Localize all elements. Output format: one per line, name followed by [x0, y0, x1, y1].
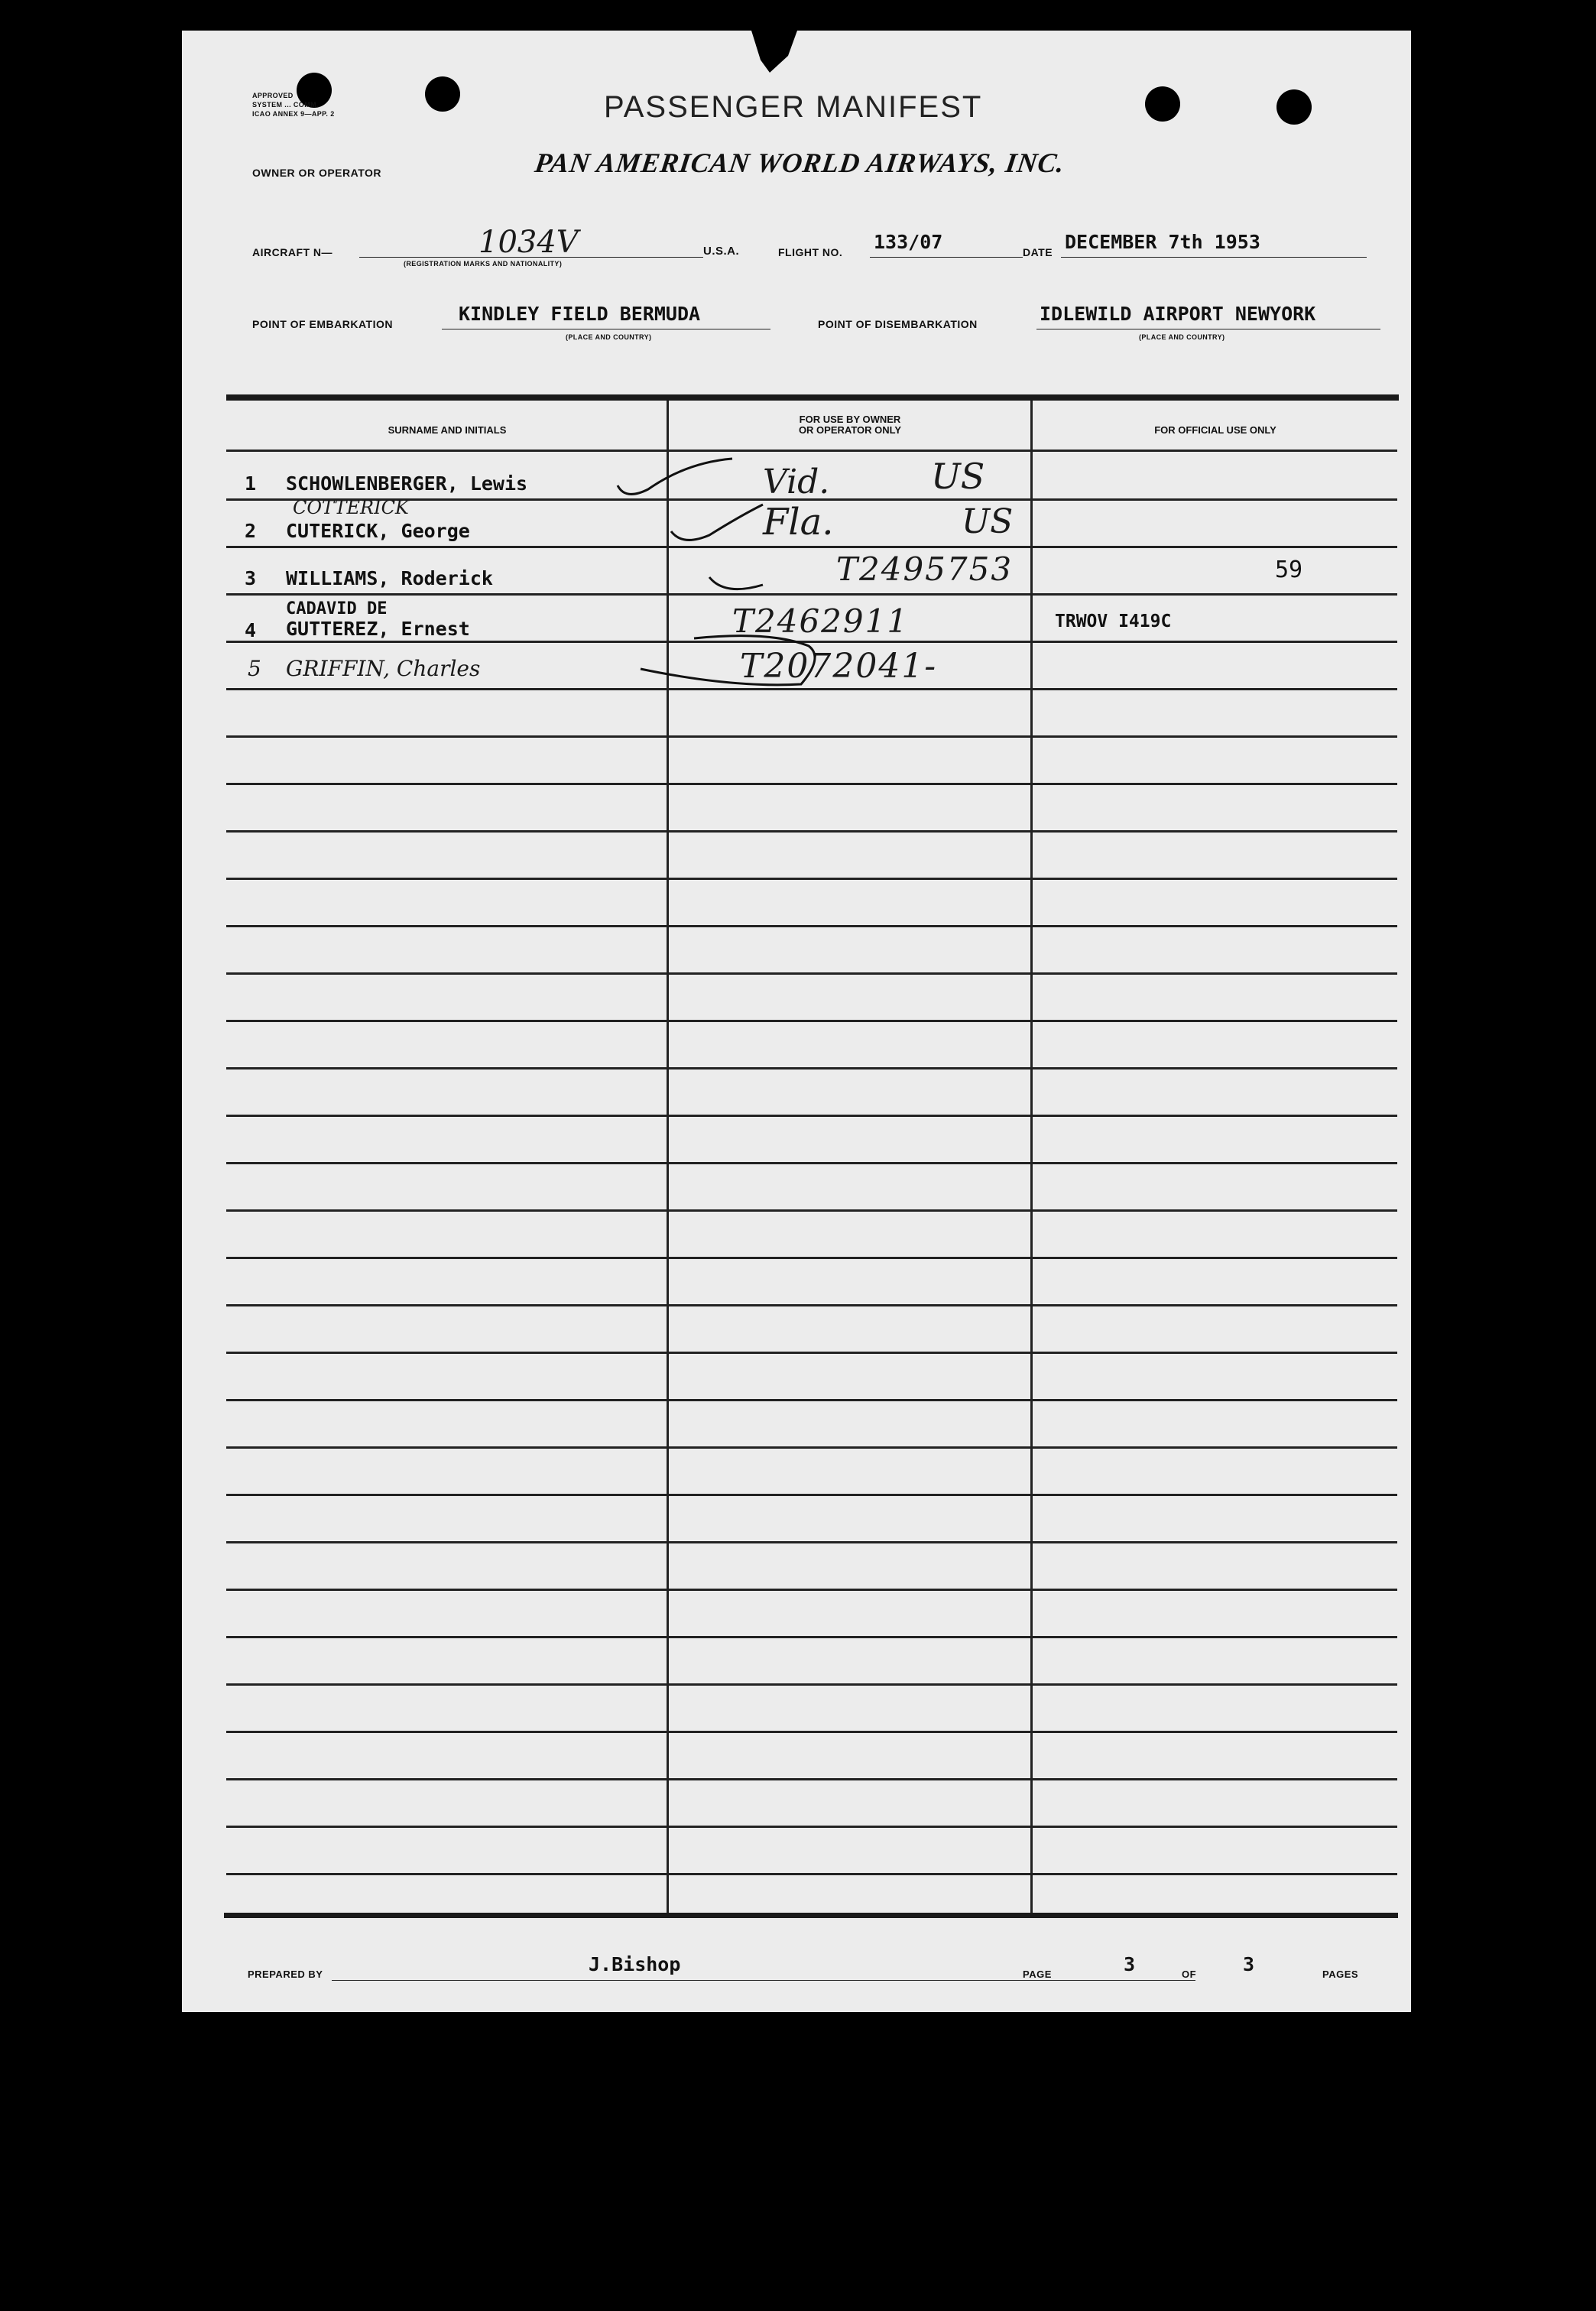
approval-line-1: APPROVED [252, 92, 294, 99]
date-underline [1061, 257, 1367, 258]
prepared-by-underline [332, 1980, 1195, 1981]
passenger-5-number: 5 [248, 656, 261, 681]
flight-underline [870, 257, 1023, 258]
disembarkation-label: POINT OF DISEMBARKATION [818, 318, 978, 330]
table-rule-line [226, 1446, 1397, 1449]
passenger-1-owner-note: Vid. [763, 463, 830, 501]
page-label: PAGE [1023, 1969, 1052, 1980]
passenger-3-name: WILLIAMS, Roderick [286, 567, 493, 589]
table-rule-line [226, 1683, 1397, 1686]
table-rule-line [226, 1541, 1397, 1543]
table-rule-line [226, 450, 1397, 452]
passenger-3-owner-note: T2495753 [836, 550, 1014, 588]
punch-hole-icon [425, 76, 460, 112]
handwritten-checkmarks-icon [610, 455, 931, 715]
column-header-owner-line-2: OR OPERATOR ONLY [798, 424, 902, 436]
table-rule-line [226, 972, 1397, 975]
table-rule-line [226, 1352, 1397, 1354]
check-stroke-2 [671, 505, 763, 540]
of-label: OF [1182, 1969, 1197, 1980]
column-header-surname: SURNAME AND INITIALS [388, 424, 507, 436]
passenger-1-name: SCHOWLENBERGER, Lewis [286, 472, 528, 495]
passenger-4-name: GUTTEREZ, Ernest [286, 618, 470, 640]
table-rule-line [226, 1115, 1397, 1117]
table-rule-line [226, 1067, 1397, 1069]
date-label: DATE [1023, 246, 1053, 258]
table-rule-line [226, 1162, 1397, 1164]
date-value: DECEMBER 7th 1953 [1065, 231, 1260, 253]
table-rule-line [226, 1778, 1397, 1780]
aircraft-sublabel: (REGISTRATION MARKS AND NATIONALITY) [404, 260, 563, 268]
country-label: U.S.A. [703, 245, 740, 258]
manifest-sheet [182, 31, 1411, 2012]
passenger-5-owner-note: T2072041- [740, 647, 938, 686]
embarkation-label: POINT OF EMBARKATION [252, 318, 393, 330]
passenger-1-owner-note-2: US [931, 456, 985, 497]
table-rule-line [226, 1731, 1397, 1733]
prepared-by-label: PREPARED BY [248, 1969, 323, 1980]
passenger-2-owner-note: Fla. [763, 501, 834, 544]
table-rule-line [226, 1209, 1397, 1212]
torn-notch-icon [751, 31, 797, 73]
embarkation-value: KINDLEY FIELD BERMUDA [459, 303, 701, 325]
owner-label: OWNER OR OPERATOR [252, 167, 381, 179]
embarkation-sublabel: (PLACE AND COUNTRY) [566, 333, 652, 341]
page-title: PASSENGER MANIFEST [604, 90, 983, 124]
passenger-4-owner-note: T2462911 [732, 602, 910, 640]
passenger-3-number: 3 [245, 567, 257, 589]
passenger-2-owner-note-2: US [962, 502, 1014, 541]
column-header-owner-line-1: FOR USE BY OWNER [799, 414, 901, 425]
table-rule-line [226, 1020, 1397, 1022]
page-number: 3 [1124, 1953, 1136, 1975]
table-rule-line [226, 830, 1397, 833]
table-rule-line [226, 1826, 1397, 1828]
table-rule-line [226, 925, 1397, 927]
table-rule-line [226, 1399, 1397, 1401]
check-stroke-4 [641, 636, 815, 685]
pages-label: PAGES [1322, 1969, 1359, 1980]
passenger-2-annotation: COTTERICK [293, 497, 409, 518]
passenger-4-annotation: CADAVID DE [286, 599, 388, 618]
passenger-2-name: CUTERICK, George [286, 520, 470, 542]
table-rule-line [226, 878, 1397, 880]
flight-value: 133/07 [874, 231, 943, 253]
prepared-by-value: J.Bishop [589, 1953, 681, 1975]
table-rule-line [226, 1636, 1397, 1638]
table-top-border [226, 394, 1399, 401]
aircraft-value: 1034V [478, 225, 579, 260]
table-rule-line [226, 1257, 1397, 1259]
column-divider-2 [1030, 401, 1033, 1914]
disembarkation-value: IDLEWILD AIRPORT NEWYORK [1040, 303, 1316, 325]
column-header-owner [670, 414, 1030, 436]
company-name: PAN AMERICAN WORLD AIRWAYS, INC. [533, 148, 1067, 178]
table-rule-line [226, 1494, 1397, 1496]
table-bottom-border [224, 1913, 1398, 1918]
passenger-3-official: 59 [1275, 557, 1303, 583]
check-stroke-3 [709, 577, 763, 589]
approval-line-3: ICAO ANNEX 9—APP. 2 [252, 110, 335, 118]
table-rule-line [226, 1589, 1397, 1591]
disembarkation-sublabel: (PLACE AND COUNTRY) [1139, 333, 1225, 341]
passenger-5-name: GRIFFIN, Charles [286, 656, 481, 681]
punch-hole-icon [1276, 89, 1312, 125]
table-rule-line [226, 735, 1397, 738]
column-header-official: FOR OFFICIAL USE ONLY [1154, 424, 1276, 436]
table-rule-line [226, 783, 1397, 785]
flight-label: FLIGHT NO. [778, 246, 843, 258]
passenger-4-official: TRWOV I419C [1055, 612, 1172, 631]
aircraft-label: AIRCRAFT N— [252, 246, 333, 258]
passenger-2-number: 2 [245, 520, 257, 542]
table-rule-line [226, 1873, 1397, 1875]
approval-line-2: SYSTEM ... COMM. [252, 101, 319, 109]
table-rule-line [226, 1304, 1397, 1306]
passenger-4-number: 4 [245, 619, 257, 641]
punch-hole-icon [1145, 86, 1180, 122]
check-stroke-1 [618, 459, 732, 494]
passenger-1-number: 1 [245, 472, 257, 495]
total-pages: 3 [1243, 1953, 1255, 1975]
